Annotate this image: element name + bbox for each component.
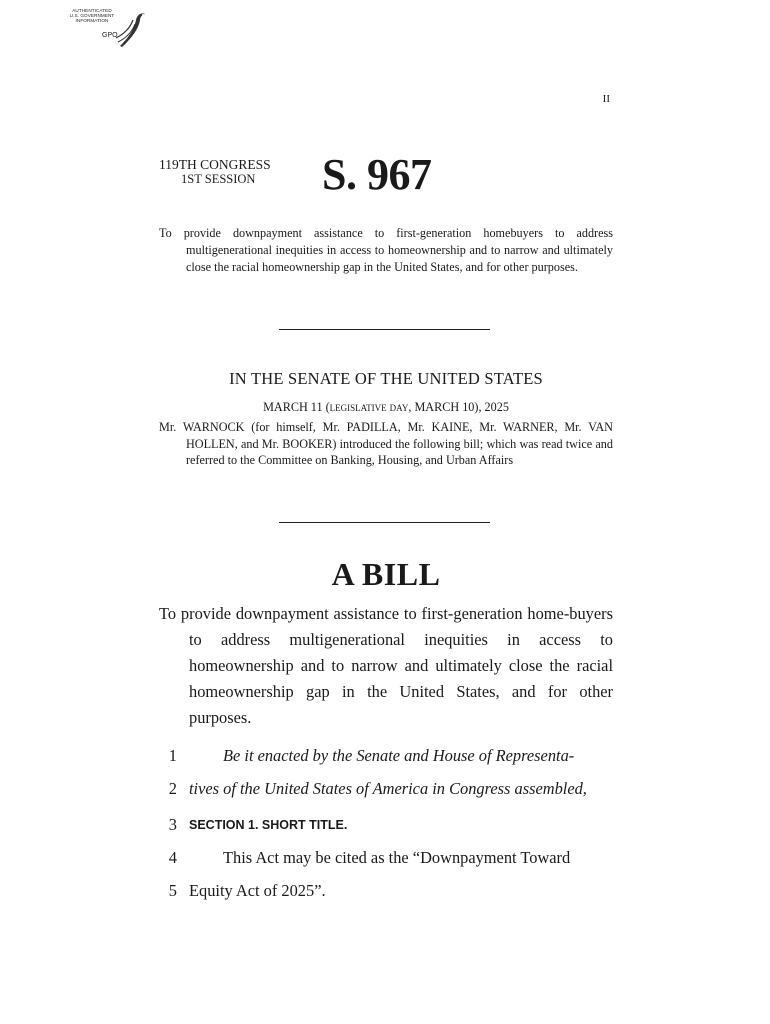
congress-label: 119TH CONGRESS <box>159 157 271 172</box>
seal-line-3: INFORMATION <box>75 18 109 24</box>
sponsors-paragraph: Mr. WARNOCK (for himself, Mr. PADILLA, Mr. KAINE, Mr. WARNER, Mr. VAN HOLLEN, and Mr. BOOKER) introduced the following bill; which was read twice and referred to the Committee on Banking, Housing, and Urban Affairs <box>159 420 613 467</box>
line-number: 1 <box>168 746 177 765</box>
line-text: Equity Act of 2025”. <box>189 881 326 900</box>
divider-rule <box>279 522 490 523</box>
seal-line-1: AUTHENTICATED <box>72 8 112 13</box>
divider-rule <box>279 329 490 330</box>
line-number: 5 <box>168 881 177 900</box>
bill-line <box>159 746 613 772</box>
gpo-authentication-seal <box>62 6 148 50</box>
line-text: tives of the United States of America in Congress assembled, <box>189 779 587 798</box>
line-text: Be it enacted by the Senate and House of Representa- <box>223 746 575 765</box>
line-number: 4 <box>168 848 177 867</box>
date-line: MARCH 11 (legislative day, MARCH 10), 2025 <box>263 400 509 414</box>
line-number: 3 <box>168 815 177 834</box>
bill-line <box>159 815 613 841</box>
eagle-icon <box>114 8 148 50</box>
congress-session-block <box>159 157 271 187</box>
seal-text <box>62 8 122 24</box>
chamber-heading: IN THE SENATE OF THE UNITED STATES <box>229 369 543 388</box>
bill-heading: A BILL <box>331 556 441 592</box>
page-marker: II <box>602 93 610 105</box>
bill-line <box>159 779 613 805</box>
bill-line <box>159 881 613 907</box>
seal-gpo-mark: GPO <box>102 32 118 39</box>
session-label: 1ST SESSION <box>181 172 256 186</box>
bill-line <box>159 848 613 874</box>
line-text: This Act may be cited as the “Downpayment Toward <box>223 848 571 867</box>
long-purpose: To provide downpayment assistance to first-generation home-buyers to address multigenerational inequities in access to homeownership and to narrow and ultimately close the racial homeownership gap in the United States, and for other purposes. <box>159 604 613 727</box>
bill-number: S. 967 <box>322 150 432 199</box>
seal-line-2: U.S. GOVERNMENT <box>69 13 115 19</box>
short-purpose: To provide downpayment assistance to first-generation homebuyers to address multigenerational inequities in access to homeownership and to narrow and ultimately close the racial homeownership gap in the United States, and for other purposes. <box>159 226 613 274</box>
section-heading: SECTION 1. SHORT TITLE. <box>189 818 348 832</box>
line-number: 2 <box>168 779 177 798</box>
